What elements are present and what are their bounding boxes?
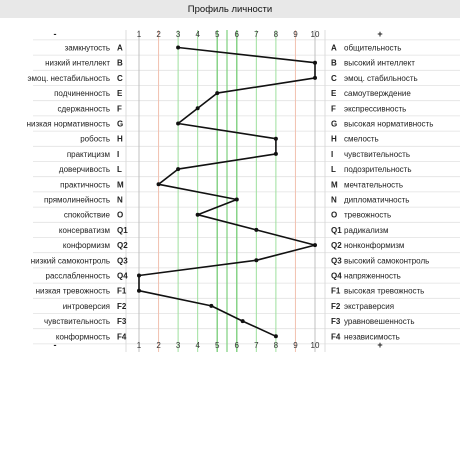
left-factor-code: I xyxy=(117,149,120,159)
left-pole-label: конформность xyxy=(55,332,110,342)
right-factor-code: F4 xyxy=(331,332,341,342)
left-factor-code: F2 xyxy=(117,301,127,311)
top-tick-label: 5 xyxy=(214,30,220,39)
right-factor-code: Q3 xyxy=(331,256,342,266)
left-pole-label: консерватизм xyxy=(58,225,110,235)
right-pole-label: экстраверсия xyxy=(344,301,395,311)
left-pole-label: низкий самоконтроль xyxy=(30,256,110,266)
left-factor-code: H xyxy=(117,134,123,144)
left-pole-label: робость xyxy=(80,134,110,144)
left-pole-label: чувствительность xyxy=(43,317,110,327)
right-factor-code: G xyxy=(331,119,338,129)
bottom-tick-label: 2 xyxy=(156,341,161,350)
bottom-tick-label: 10 xyxy=(310,341,320,350)
left-pole-label: прямолинейность xyxy=(44,195,110,205)
left-pole-label: доверчивость xyxy=(58,165,110,175)
profile-point-N xyxy=(235,198,239,202)
top-tick-label: 1 xyxy=(136,30,142,39)
profile-point-F2 xyxy=(209,304,213,308)
profile-point-E xyxy=(215,91,219,95)
right-pole-label: экспрессивность xyxy=(344,104,407,114)
right-factor-code: B xyxy=(331,58,337,68)
factor-labels xyxy=(27,44,434,342)
right-factor-code: N xyxy=(331,195,337,205)
profile-point-F xyxy=(196,106,200,110)
left-factor-code: F1 xyxy=(117,286,127,296)
top-tick-label: 8 xyxy=(273,30,279,39)
right-pole-label: напряженность xyxy=(344,271,401,281)
profile-point-F4 xyxy=(274,334,278,338)
left-factor-code: G xyxy=(117,119,124,129)
bottom-tick-label: 8 xyxy=(273,341,279,350)
left-factor-code: M xyxy=(117,180,124,190)
right-pole-label: радикализм xyxy=(344,225,389,235)
right-pole-label: нонконформизм xyxy=(344,241,405,251)
right-factor-code: L xyxy=(331,165,336,175)
right-factor-code: F3 xyxy=(331,317,341,327)
bottom-tick-label: 4 xyxy=(195,341,200,350)
right-factor-code: E xyxy=(331,89,337,99)
right-factor-code: Q4 xyxy=(331,271,342,281)
top-tick-label: 9 xyxy=(293,30,298,39)
top-tick-label: 2 xyxy=(156,30,161,39)
right-pole-label: эмоц. стабильность xyxy=(344,73,418,83)
bottom-tick-label: 3 xyxy=(175,341,181,350)
right-pole-label: высокий интеллект xyxy=(344,58,415,68)
profile-point-I xyxy=(274,152,278,156)
top-tick-labels xyxy=(137,30,320,39)
left-factor-code: L xyxy=(117,165,122,175)
profile-point-Q4 xyxy=(137,274,141,278)
right-pole-label: чувствительность xyxy=(344,149,411,159)
profile-point-C xyxy=(313,76,317,80)
right-pole-label: высокая тревожность xyxy=(344,286,425,296)
bottom-tick-label: 9 xyxy=(293,341,298,350)
profile-point-M xyxy=(157,182,161,186)
left-factor-code: Q1 xyxy=(117,225,128,235)
profile-point-Q3 xyxy=(254,258,258,262)
right-factor-code: F xyxy=(331,104,336,114)
left-factor-code: C xyxy=(117,73,123,83)
top-plus-label: + xyxy=(377,29,383,39)
right-pole-label: независимость xyxy=(344,332,400,342)
left-pole-label: сдержанность xyxy=(57,104,110,114)
right-pole-label: высокая нормативность xyxy=(344,119,434,129)
left-pole-label: подчиненность xyxy=(54,89,110,99)
right-factor-code: O xyxy=(331,210,338,220)
right-pole-label: смелость xyxy=(344,134,379,144)
profile-point-A xyxy=(176,46,180,50)
right-pole-label: уравновешенность xyxy=(344,317,415,327)
profile-point-F1 xyxy=(137,289,141,293)
bottom-tick-label: 6 xyxy=(234,341,240,350)
left-factor-code: N xyxy=(117,195,123,205)
left-factor-code: O xyxy=(117,210,124,220)
left-factor-code: F xyxy=(117,104,122,114)
left-factor-code: A xyxy=(117,43,123,53)
top-tick-label: 7 xyxy=(254,30,259,39)
left-factor-code: B xyxy=(117,58,123,68)
profile-point-F3 xyxy=(241,319,245,323)
right-pole-label: мечтательность xyxy=(344,180,403,190)
left-pole-label: конформизм xyxy=(62,241,110,251)
left-pole-label: расслабленность xyxy=(45,271,110,281)
right-factor-code: Q1 xyxy=(331,225,342,235)
right-pole-label: высокий самоконтроль xyxy=(344,256,430,266)
bottom-tick-label: 7 xyxy=(254,341,259,350)
bottom-tick-label: 5 xyxy=(214,341,220,350)
top-minus-label: - xyxy=(53,29,57,39)
profile-point-G xyxy=(176,122,180,126)
left-pole-label: эмоц. нестабильность xyxy=(27,73,110,83)
chart-title: Профиль личности xyxy=(187,4,273,15)
right-factor-code: F2 xyxy=(331,301,341,311)
right-pole-label: самоутверждение xyxy=(344,89,411,99)
right-pole-label: дипломатичность xyxy=(344,195,410,205)
profile-point-L xyxy=(176,167,180,171)
top-tick-label: 10 xyxy=(310,30,320,39)
left-pole-label: низкий интеллект xyxy=(45,58,110,68)
right-factor-code: F1 xyxy=(331,286,341,296)
bottom-plus-label: + xyxy=(377,340,383,350)
right-pole-label: общительность xyxy=(344,43,402,53)
left-pole-label: низкая тревожность xyxy=(35,286,110,296)
left-pole-label: практичность xyxy=(60,180,110,190)
profile-point-B xyxy=(313,61,317,65)
left-factor-code: F4 xyxy=(117,332,127,342)
right-factor-code: M xyxy=(331,180,338,190)
profile-point-Q2 xyxy=(313,243,317,247)
left-pole-label: практицизм xyxy=(66,149,110,159)
right-factor-code: H xyxy=(331,134,337,144)
right-pole-label: тревожность xyxy=(344,210,392,220)
right-factor-code: A xyxy=(331,43,337,53)
right-factor-code: C xyxy=(331,73,337,83)
right-factor-code: I xyxy=(331,149,334,159)
bottom-tick-label: 1 xyxy=(136,341,142,350)
top-tick-label: 3 xyxy=(175,30,181,39)
right-factor-code: Q2 xyxy=(331,241,342,251)
profile-point-H xyxy=(274,137,278,141)
left-pole-label: замкнутость xyxy=(64,43,110,53)
left-factor-code: Q3 xyxy=(117,256,128,266)
left-factor-code: Q4 xyxy=(117,271,128,281)
profile-point-Q1 xyxy=(254,228,258,232)
bottom-tick-labels xyxy=(137,341,320,350)
left-factor-code: Q2 xyxy=(117,241,128,251)
left-factor-code: E xyxy=(117,89,123,99)
left-pole-label: спокойствие xyxy=(63,210,110,220)
left-factor-code: F3 xyxy=(117,317,127,327)
left-pole-label: низкая нормативность xyxy=(26,119,110,129)
bottom-minus-label: - xyxy=(53,340,57,350)
profile-point-O xyxy=(196,213,200,217)
left-pole-label: интроверсия xyxy=(62,301,110,311)
right-pole-label: подозрительность xyxy=(344,165,412,175)
top-tick-label: 4 xyxy=(195,30,200,39)
top-tick-label: 6 xyxy=(234,30,240,39)
